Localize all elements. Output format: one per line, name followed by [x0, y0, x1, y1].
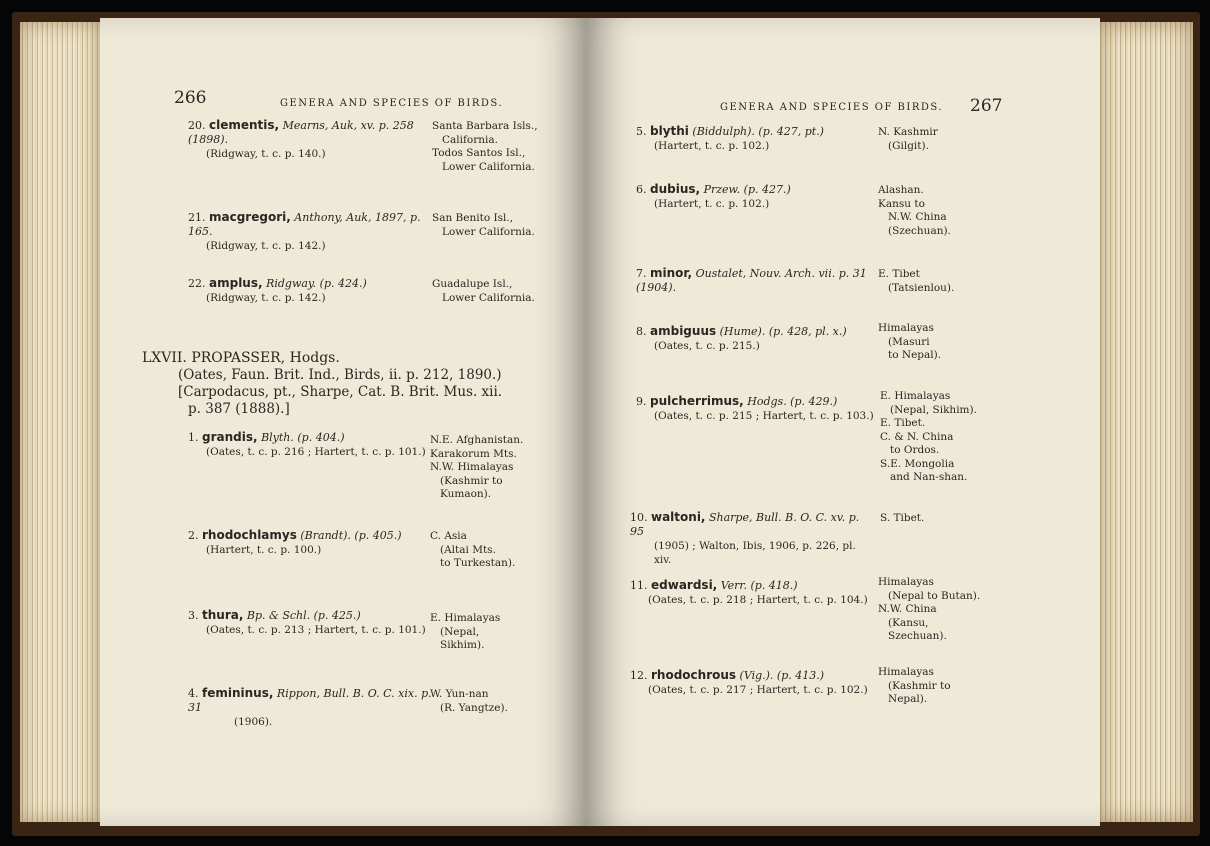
species-entry: 22. amplus, Ridgway. (p. 424.) (Ridgway, t. c. p. 142.)	[188, 276, 367, 304]
species-entry: 5. blythi (Biddulph). (p. 427, pt.) (Hartert, t. c. p. 102.)	[636, 124, 824, 152]
distribution: E. Himalayas (Nepal, Sikhim).	[430, 612, 501, 651]
distribution: N. Kashmir (Gilgit).	[878, 126, 938, 152]
distribution: Himalayas (Nepal to Butan). N.W. China (Kansu, Szechuan).	[878, 576, 981, 642]
left-page	[100, 18, 586, 826]
distribution: N.E. Afghanistan. Karakorum Mts. N.W. Himalayas (Kashmir to Kumaon).	[430, 434, 524, 500]
distribution: Himalayas (Masuri to Nepal).	[878, 322, 942, 361]
species-entry: 3. thura, Bp. & Schl. (p. 425.) (Oates, t. c. p. 213 ; Hartert, t. c. p. 101.)	[188, 608, 426, 636]
distribution: Himalayas (Kashmir to Nepal).	[878, 666, 951, 705]
species-entry: 12. rhodochrous (Vig.). (p. 413.) (Oates, t. c. p. 217 ; Hartert, t. c. p. 102.)	[630, 668, 868, 696]
species-entry: 1. grandis, Blyth. (p. 404.) (Oates, t. c. p. 216 ; Hartert, t. c. p. 101.)	[188, 430, 426, 458]
species-entry: 8. ambiguus (Hume). (p. 428, pl. x.) (Oates, t. c. p. 215.)	[636, 324, 847, 352]
distribution: S. Tibet.	[880, 512, 925, 524]
genus-heading: LXVII. PROPASSER, Hodgs. (Oates, Faun. Brit. Ind., Birds, ii. p. 212, 1890.) [Carpodacus, pt., Sharpe, Cat. B. Brit. Mus. xii. p. 387 (1888).]	[142, 350, 503, 417]
running-head: GENERA AND SPECIES OF BIRDS.	[280, 98, 504, 109]
distribution: C. Asia (Altai Mts. to Turkestan).	[430, 530, 516, 569]
species-entry: 10. waltoni, Sharpe, Bull. B. O. C. xv. p. 95 (1905) ; Walton, Ibis, 1906, p. 226, pl. xiv.	[630, 510, 860, 566]
species-entry: 6. dubius, Przew. (p. 427.) (Hartert, t. c. p. 102.)	[636, 182, 791, 210]
species-entry: 4. femininus, Rippon, Bull. B. O. C. xix. p. 31 (1906).	[188, 686, 432, 728]
distribution: E. Himalayas (Nepal, Sikhim). E. Tibet. C. & N. China to Ordos. S.E. Mongolia and Nan-shan.	[880, 390, 977, 483]
species-entry: 7. minor, Oustalet, Nouv. Arch. vii. p. 31 (1904).	[636, 266, 867, 294]
distribution: Santa Barbara Isls., California. Todos Santos Isl., Lower California.	[432, 120, 538, 173]
species-entry: 2. rhodochlamys (Brandt). (p. 405.) (Hartert, t. c. p. 100.)	[188, 528, 402, 556]
page-number: 267	[970, 96, 1003, 116]
page-number: 266	[174, 88, 207, 108]
distribution: E. Tibet (Tatsienlou).	[878, 268, 955, 294]
species-entry: 21. macgregori, Anthony, Auk, 1897, p. 165. (Ridgway, t. c. p. 142.)	[188, 210, 421, 252]
left-page-edges	[20, 22, 100, 822]
species-entry: 9. pulcherrimus, Hodgs. (p. 429.) (Oates, t. c. p. 215 ; Hartert, t. c. p. 103.)	[636, 394, 874, 422]
species-entry: 11. edwardsi, Verr. (p. 418.) (Oates, t. c. p. 218 ; Hartert, t. c. p. 104.)	[630, 578, 868, 606]
species-entry: 20. clementis, Mearns, Auk, xv. p. 258 (1898). (Ridgway, t. c. p. 140.)	[188, 118, 414, 160]
distribution: Alashan. Kansu to N.W. China (Szechuan).	[878, 184, 951, 237]
distribution: W. Yun-nan (R. Yangtze).	[430, 688, 508, 714]
right-page-edges	[1098, 22, 1193, 822]
distribution: San Benito Isl., Lower California.	[432, 212, 535, 238]
running-head: GENERA AND SPECIES OF BIRDS.	[720, 102, 944, 113]
right-page	[586, 18, 1100, 826]
distribution: Guadalupe Isl., Lower California.	[432, 278, 535, 304]
